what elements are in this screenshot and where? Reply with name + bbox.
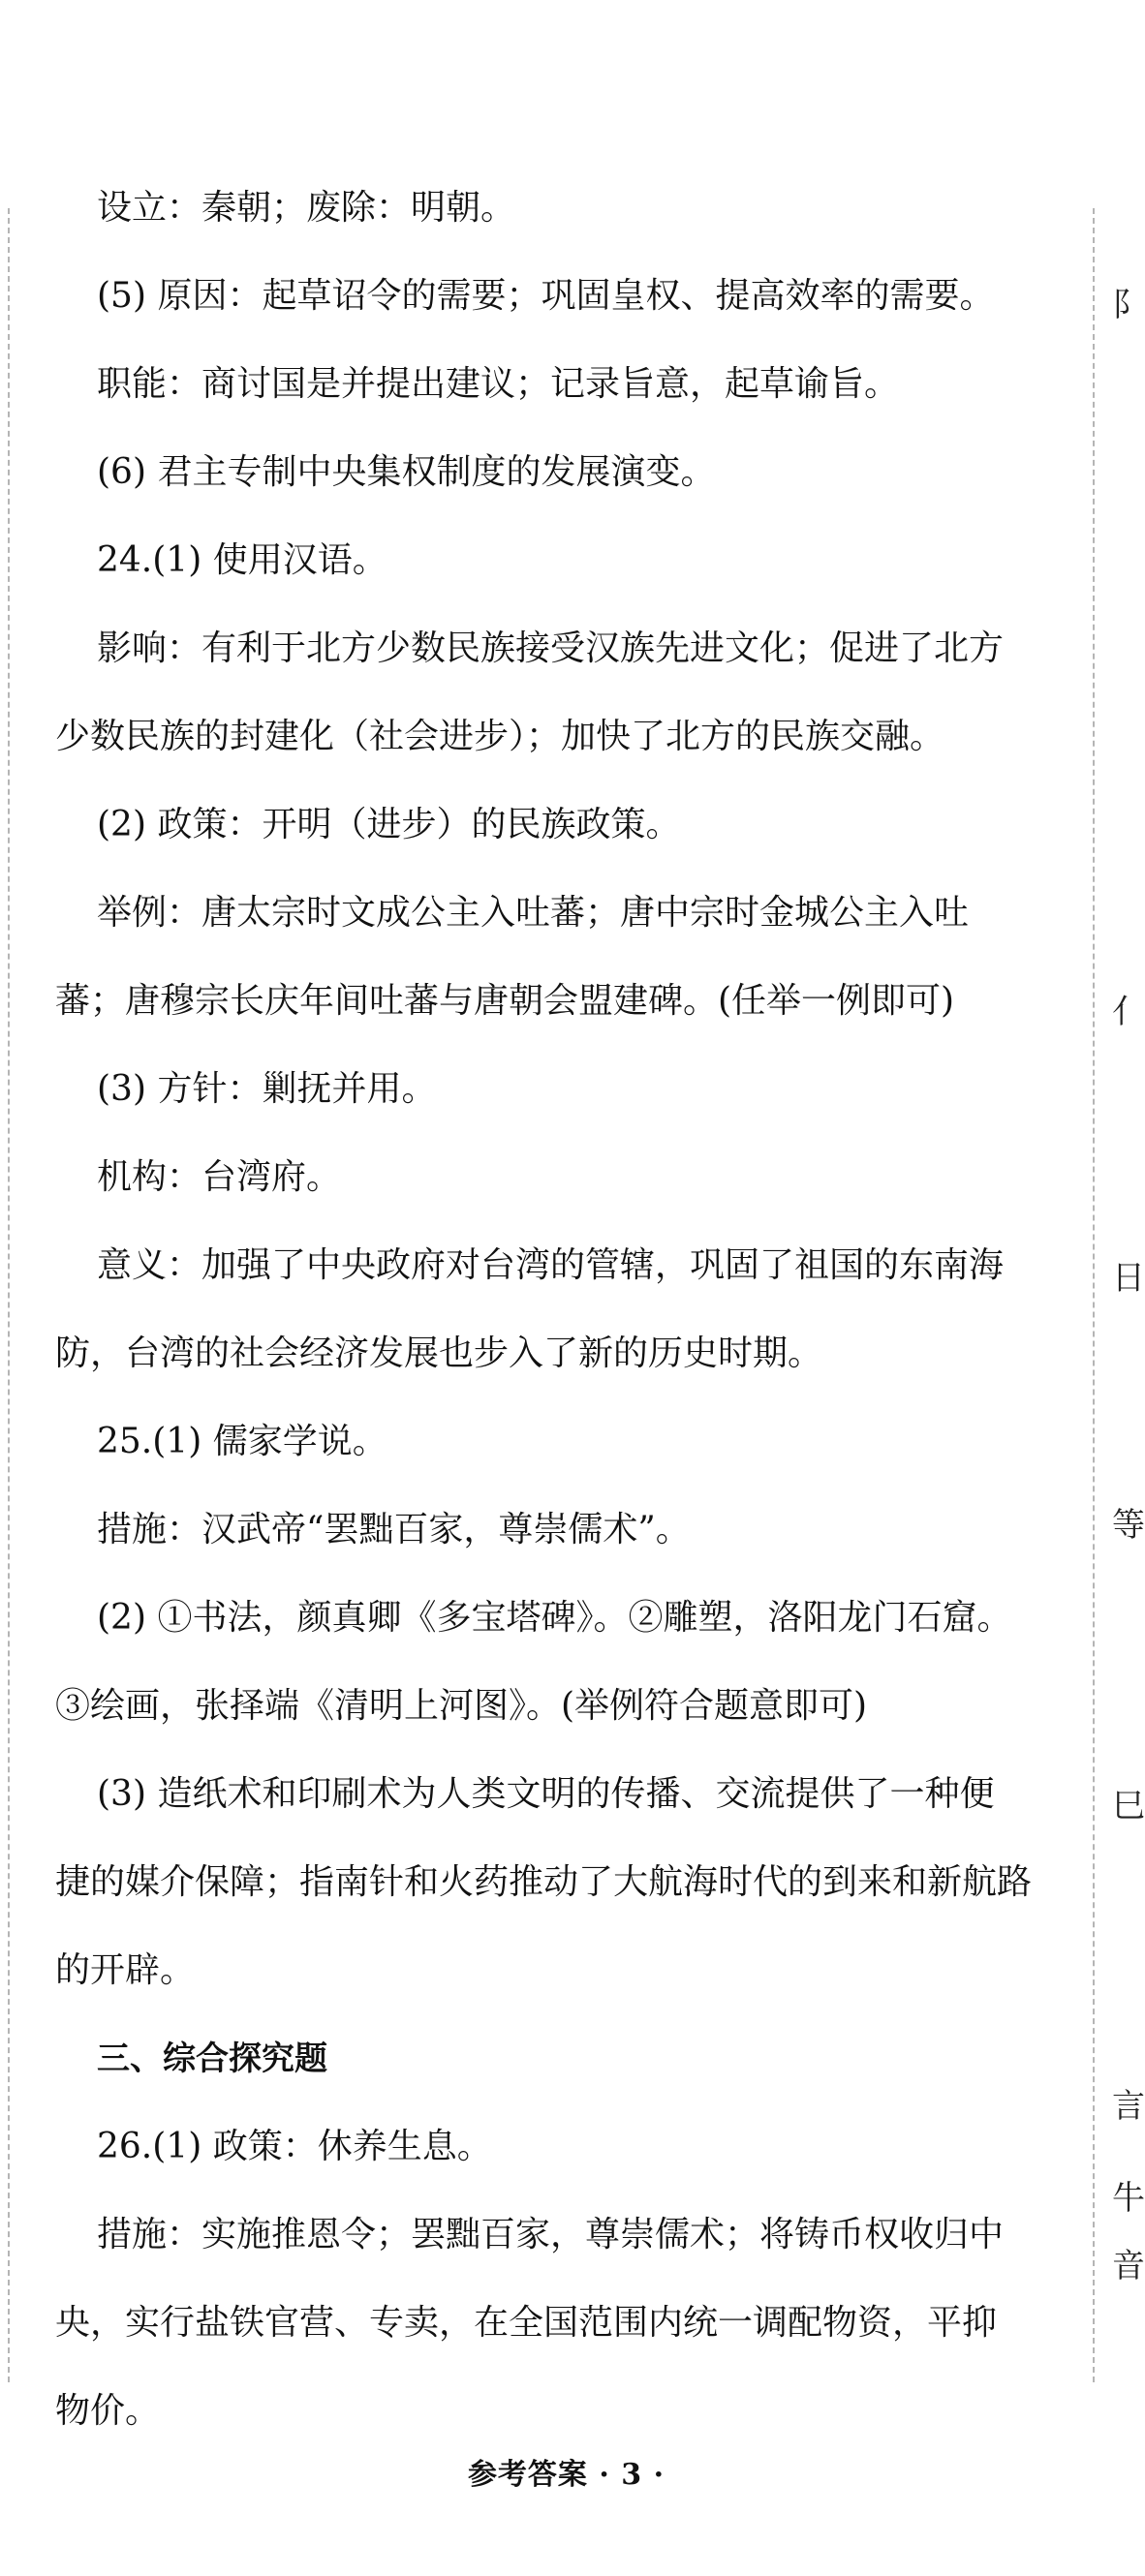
text-line: 蕃；唐穆宗长庆年间吐蕃与唐朝会盟建碑。(任举一例即可) xyxy=(55,981,955,1021)
edge-char: 阝 xyxy=(1112,286,1145,324)
text-line: 少数民族的封建化（社会进步）；加快了北方的民族交融。 xyxy=(55,717,945,756)
text-line: 措施：实施推恩令；罢黜百家，尊崇儒术；将铸币权收归中 xyxy=(97,2215,1005,2254)
page-footer: 参考答案 · 3 · xyxy=(467,2458,665,2492)
text-line: 24.(1) 使用汉语。 xyxy=(97,540,387,580)
text-line: ③绘画，张择端《清明上河图》。(举例符合题意即可) xyxy=(55,1686,868,1726)
text-line: 防，台湾的社会经济发展也步入了新的历史时期。 xyxy=(55,1334,823,1373)
text-line: (2) ①书法，颜真卿《多宝塔碑》。②雕塑，洛阳龙门石窟。 xyxy=(97,1598,1012,1638)
section-heading: 三、综合探究题 xyxy=(97,2039,327,2078)
text-line: 职能：商讨国是并提出建议；记录旨意，起草谕旨。 xyxy=(97,364,900,404)
edge-char: 牛 xyxy=(1112,2179,1145,2218)
text-line: (3) 造纸术和印刷术为人类文明的传播、交流提供了一种便 xyxy=(97,1774,995,1814)
edge-char: 亻 xyxy=(1112,993,1145,1031)
text-line: (5) 原因：起草诏令的需要；巩固皇权、提高效率的需要。 xyxy=(97,276,995,316)
text-line: 25.(1) 儒家学说。 xyxy=(97,1422,387,1461)
edge-char: 言 xyxy=(1112,2087,1145,2126)
text-line: 央，实行盐铁官营、专卖，在全国范围内统一调配物资，平抑 xyxy=(55,2303,998,2343)
edge-char: 巳 xyxy=(1112,1787,1145,1825)
text-line: 设立：秦朝；废除：明朝。 xyxy=(97,188,516,228)
text-line: 的开辟。 xyxy=(55,1950,196,1990)
text-line: 影响：有利于北方少数民族接受汉族先进文化；促进了北方 xyxy=(97,629,1005,668)
text-line: (3) 方针：剿抚并用。 xyxy=(97,1069,437,1109)
text-line: 举例：唐太宗时文成公主入吐蕃；唐中宗时金城公主入吐 xyxy=(97,893,970,933)
edge-char: 等 xyxy=(1112,1506,1145,1545)
text-line: 机构：台湾府。 xyxy=(97,1157,342,1197)
text-line: (6) 君主专制中央集权制度的发展演变。 xyxy=(97,452,716,492)
text-line: 意义：加强了中央政府对台湾的管辖，巩固了祖国的东南海 xyxy=(97,1245,1005,1285)
answer-text xyxy=(55,186,1075,2477)
edge-char: 音 xyxy=(1112,2247,1145,2285)
left-margin-dashed-line xyxy=(8,208,10,2382)
text-line: (2) 政策：开明（进步）的民族政策。 xyxy=(97,805,681,844)
edge-char: 日 xyxy=(1112,1259,1145,1298)
text-line: 物价。 xyxy=(55,2391,161,2431)
text-line: 26.(1) 政策：休养生息。 xyxy=(97,2127,492,2166)
text-line: 措施：汉武帝“罢黜百家，尊崇儒术”。 xyxy=(97,1510,691,1549)
right-margin-dashed-line xyxy=(1093,208,1095,2382)
text-line: 捷的媒介保障；指南针和火药推动了大航海时代的到来和新航路 xyxy=(55,1862,1033,1902)
